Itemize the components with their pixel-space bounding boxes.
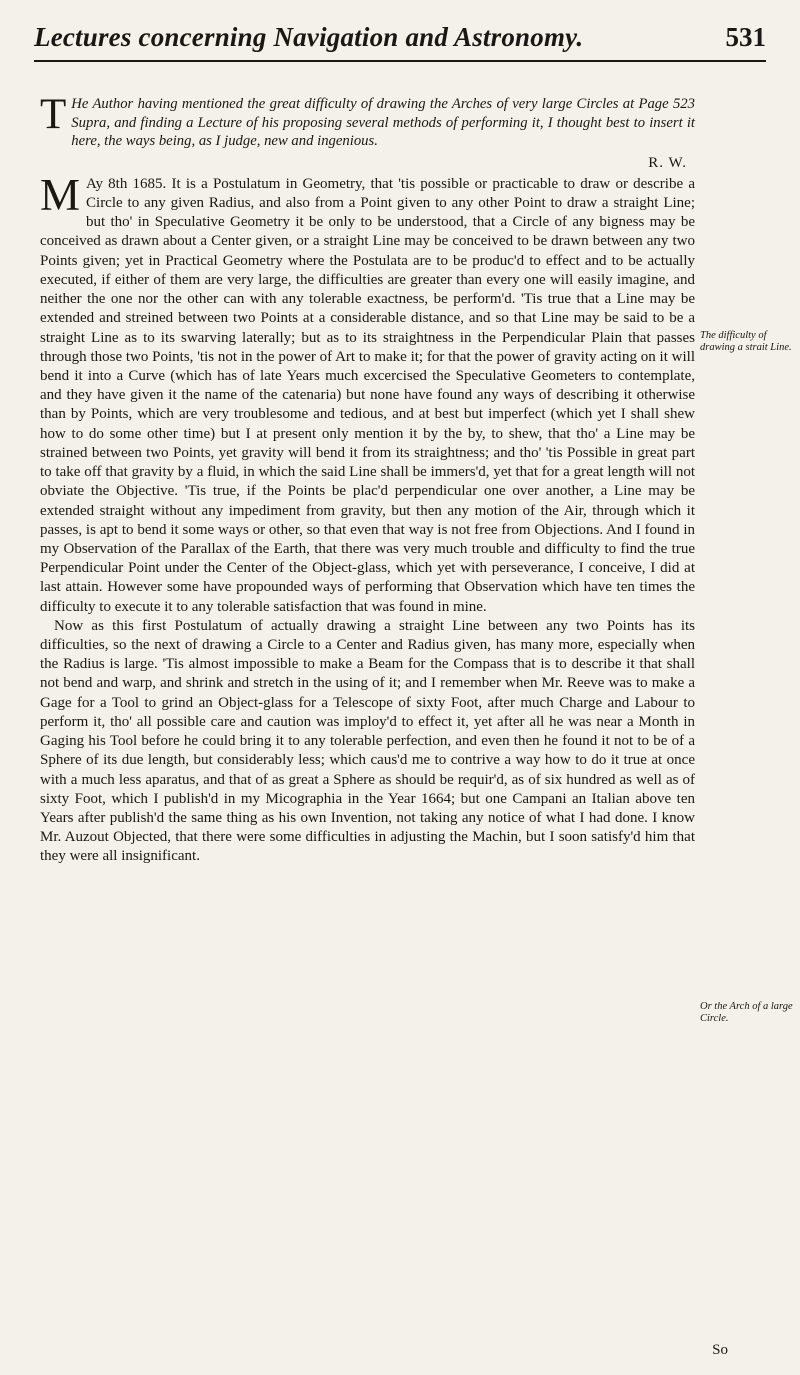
- preface-text: He Author having mentioned the great difficulty of drawing the Arches of very large Circles at Page 523 Supra, and finding a Lecture of his proposing several methods of performing it, I thought best to insert it here, the ways being, as I judge, new and ingenious.: [71, 96, 695, 150]
- preface-paragraph: [40, 91, 695, 151]
- article-paragraph-2-text: Now as this first Postulatum of actually drawing a straight Line between any two Points has its difficulties, so the next of drawing a Circle to a Center and Radius given, has many more, especially when the Radius is large. 'Tis almost impossible to make a Beam for the Compass that is to describe it that shall not bend and warp, and shrink and stretch in the using of it; and I remember when Mr. Reeve was to make a Gage for a Tool to grind an Object-glass for a Telescope of sixty Foot, after much Charge and Labour to perform it, tho' all possible care and caution was imploy'd to effect it, yet after all he was near a Month in Gaging his Tool before he could bring it to any tolerable perfection, and even then he found it not to be of a Sphere of its due length, but considerably less; which caus'd me to contrive a way how to do it true at once with a much less aparatus, and that of as great a Sphere as should be requir'd, as of six hundred as well as of sixty Foot, which I publish'd in my Micographia in the Year 1664; but one Campani an Italian above ten Years after publish'd the same thing as his own Invention, not taking any notice of what I had done. I know Mr. Auzout Objected, that there were some difficulties in adjusting the Machin, but I soon satisfy'd him that they were all insignificant.: [40, 617, 695, 865]
- page-number: 531: [725, 22, 766, 52]
- article-paragraph-2: [40, 617, 695, 867]
- preface-signature: R. W.: [648, 154, 687, 171]
- running-head: Lectures concerning Navigation and Astronomy.: [34, 22, 584, 52]
- header-rule: [34, 60, 766, 62]
- page-content: [40, 91, 695, 867]
- article-initial: M: [40, 169, 81, 220]
- margin-note-large-circle: Or the Arch of a large Circle.: [700, 1001, 793, 1024]
- article-paragraph-1: [40, 169, 695, 617]
- page-header: [34, 14, 766, 64]
- article-paragraph-1-text: Ay 8th 1685. It is a Postulatum in Geometry, that 'tis possible or practicable to draw or describe a Circle to any given Radius, and also from a Point given to any other Point to draw a straight Line; but tho' in Speculative Geometry it be only to be understood, that a Circle of any bigness may be conceived as drawn about a Center given, or a straight Line may be conceived to be drawn between any two Points given; yet in Practical Geometry where the Postulata are to be produc'd to effect and to be actually executed, if either of them are very large, the difficulties are greater than every one will easily imagine, and neither the one nor the other can with any tolerable exactness, be perform'd. 'Tis true that a Line may be extended and streined between two Points at a considerable distance, and so that Line may be said to be a straight Line as to its swarving laterally; but as to its straightness in the Perpendicular Plain that passes through those two Points, 'tis not in the power of Art to make it; for that the power of gravity acting on it will bend it into a Curve (which has of late Years much excercised the Speculative Geometers to contemplate, and they have given it the name of the catenaria) but none have found any ways of describing it otherwise than by Points, which are very troublesome and tedious, and at best but imperfect (which yet I shall shew how to do some other time) but I at present only mention it by the by, to shew, that tho' a Line may be strained between two Points, yet gravity will bend it from its straightness; and tho' 'tis Possible in great part to take off that gravity by a fluid, in which the said Line shall be immers'd, yet that for a great length will not obviate the Objective. 'Tis true, if the Points be plac'd perpendicular one over another, a Line may be extended straight without any impediment from gravity, but then any motion of the Air, through which it passes, is apt to bend it some ways or other, so that even that way is not free from Objections. And I found in my Observation of the Parallax of the Earth, that there was very much trouble and difficulty to find the true Perpendicular Point under the Center of the Object-glass, which yet with perseverance, I conceive, I did at last attain. However some have propounded ways of performing that Observation which have ten times the difficulty to execute it to any tolerable satisfaction that was found in mine.: [40, 175, 695, 615]
- article-body: [40, 169, 695, 867]
- catchword: So: [712, 1342, 728, 1358]
- margin-note-strait-line: The difficulty of drawing a strait Line.: [700, 330, 792, 353]
- preface-initial: T: [40, 91, 67, 138]
